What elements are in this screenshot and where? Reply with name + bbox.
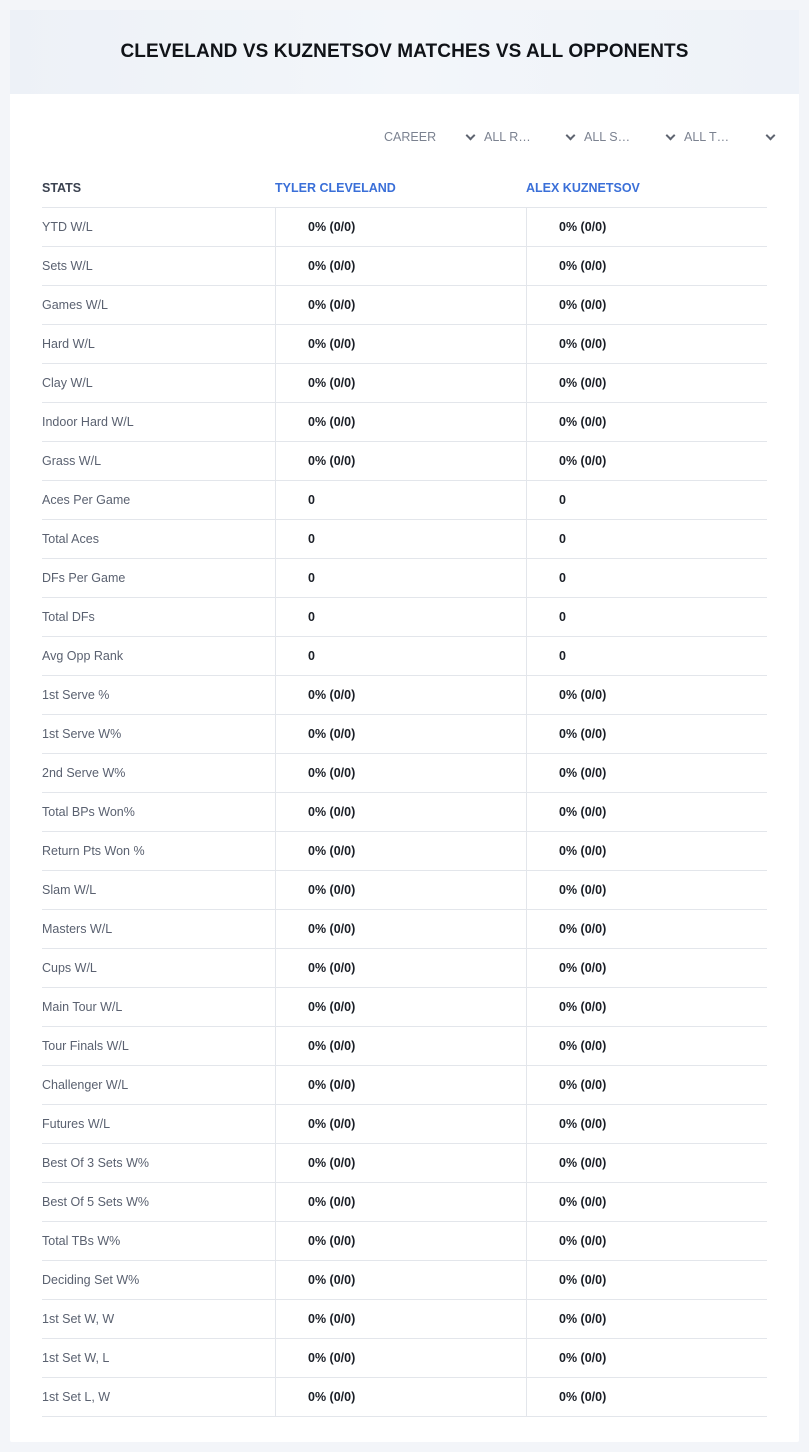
filter-tournament-label: ALL T… [684,130,730,144]
table-row [42,1066,767,1105]
stat-label: 1st Set L, W [42,1390,111,1404]
stat-value-cleveland: 0% (0/0) [275,286,526,324]
table-row [42,1105,767,1144]
table-row [42,208,767,247]
table-row [42,832,767,871]
table-row [42,949,767,988]
chevron-down-icon [566,130,576,140]
stat-value-cleveland: 0% (0/0) [275,1300,526,1338]
stat-label: Avg Opp Rank [42,649,124,663]
stat-value-cleveland: 0% (0/0) [275,208,526,246]
table-row [42,1144,767,1183]
table-row [42,559,767,598]
table-body [42,208,767,1417]
table-row [42,520,767,559]
stat-value-cleveland: 0% (0/0) [275,754,526,792]
table-row [42,637,767,676]
stat-value-kuznetsov: 0 [526,481,767,519]
table-row [42,1222,767,1261]
table-row [42,247,767,286]
filter-round-label: ALL R… [484,130,531,144]
stat-value-kuznetsov: 0% (0/0) [526,1144,767,1182]
stat-label: Hard W/L [42,337,95,351]
filter-period-select[interactable] [384,127,484,147]
table-row [42,1027,767,1066]
stat-label: 1st Serve % [42,688,110,702]
card-header [10,10,799,94]
stat-label: Total BPs Won% [42,805,135,819]
stat-value-cleveland: 0% (0/0) [275,325,526,363]
stat-label: Sets W/L [42,259,93,273]
stat-label: Grass W/L [42,454,102,468]
stat-label: Clay W/L [42,376,93,390]
stat-value-cleveland: 0% (0/0) [275,832,526,870]
stat-value-cleveland: 0% (0/0) [275,1261,526,1299]
stat-label: Aces Per Game [42,493,131,507]
stat-value-kuznetsov: 0% (0/0) [526,988,767,1026]
filter-period-label: CAREER [384,130,437,144]
stat-label: Best Of 3 Sets W% [42,1156,149,1170]
stat-value-kuznetsov: 0 [526,520,767,558]
table-row [42,988,767,1027]
table-row [42,364,767,403]
stat-value-kuznetsov: 0% (0/0) [526,754,767,792]
player-link-cleveland[interactable]: TYLER CLEVELAND [275,180,396,195]
stat-label: Futures W/L [42,1117,111,1131]
table-row [42,754,767,793]
stats-table [42,168,767,1417]
stat-value-kuznetsov: 0% (0/0) [526,1027,767,1065]
chevron-down-icon [666,130,676,140]
stat-label: Indoor Hard W/L [42,415,134,429]
stat-label: Tour Finals W/L [42,1039,129,1053]
stat-label: Games W/L [42,298,108,312]
table-row [42,715,767,754]
stat-value-cleveland: 0% (0/0) [275,793,526,831]
stat-value-kuznetsov: 0% (0/0) [526,208,767,246]
stat-value-kuznetsov: 0% (0/0) [526,871,767,909]
stat-label: Challenger W/L [42,1078,129,1092]
filter-tournament-select[interactable] [684,127,784,147]
stat-value-cleveland: 0% (0/0) [275,1105,526,1143]
stat-label: Masters W/L [42,922,113,936]
table-row [42,676,767,715]
stat-label: Main Tour W/L [42,1000,123,1014]
stat-value-cleveland: 0 [275,598,526,636]
stat-value-kuznetsov: 0% (0/0) [526,442,767,480]
stat-value-kuznetsov: 0% (0/0) [526,1105,767,1143]
stat-value-cleveland: 0% (0/0) [275,676,526,714]
table-row [42,1261,767,1300]
table-row [42,910,767,949]
table-header [42,168,767,208]
stat-value-cleveland: 0% (0/0) [275,988,526,1026]
stat-value-kuznetsov: 0% (0/0) [526,949,767,987]
table-row [42,1378,767,1417]
stat-value-cleveland: 0% (0/0) [275,871,526,909]
stat-value-cleveland: 0% (0/0) [275,715,526,753]
stat-label: Return Pts Won % [42,844,145,858]
table-row [42,793,767,832]
player-link-kuznetsov[interactable]: ALEX KUZNETSOV [526,180,640,195]
stat-label: 1st Set W, L [42,1351,110,1365]
stat-label: 2nd Serve W% [42,766,126,780]
stat-value-kuznetsov: 0% (0/0) [526,325,767,363]
table-row [42,598,767,637]
stat-value-kuznetsov: 0 [526,559,767,597]
stat-value-cleveland: 0% (0/0) [275,1339,526,1377]
stat-value-cleveland: 0% (0/0) [275,1222,526,1260]
stat-value-cleveland: 0 [275,481,526,519]
stat-value-kuznetsov: 0% (0/0) [526,910,767,948]
stat-value-kuznetsov: 0% (0/0) [526,1261,767,1299]
stats-card [10,10,799,1442]
page-title: CLEVELAND VS KUZNETSOV MATCHES VS ALL OPPONENTS [120,41,689,62]
stat-value-kuznetsov: 0 [526,598,767,636]
stat-value-kuznetsov: 0% (0/0) [526,247,767,285]
stat-value-kuznetsov: 0% (0/0) [526,676,767,714]
filter-surface-label: ALL S… [584,130,631,144]
stat-value-cleveland: 0 [275,520,526,558]
stat-value-kuznetsov: 0% (0/0) [526,1183,767,1221]
stat-value-cleveland: 0% (0/0) [275,403,526,441]
stat-label: Cups W/L [42,961,97,975]
stat-value-cleveland: 0% (0/0) [275,1144,526,1182]
stat-value-cleveland: 0 [275,637,526,675]
stat-label: Total Aces [42,532,99,546]
stat-value-kuznetsov: 0% (0/0) [526,1378,767,1416]
stat-value-kuznetsov: 0% (0/0) [526,1222,767,1260]
stat-value-cleveland: 0% (0/0) [275,364,526,402]
stat-value-kuznetsov: 0% (0/0) [526,1300,767,1338]
table-row [42,1339,767,1378]
table-row [42,871,767,910]
column-header-stats: STATS [42,180,82,195]
table-row [42,286,767,325]
stat-value-cleveland: 0% (0/0) [275,910,526,948]
table-row [42,1183,767,1222]
stat-value-cleveland: 0% (0/0) [275,1183,526,1221]
chevron-down-icon [766,130,776,140]
stat-label: YTD W/L [42,220,93,234]
stat-value-kuznetsov: 0% (0/0) [526,286,767,324]
stat-value-cleveland: 0% (0/0) [275,247,526,285]
stat-value-cleveland: 0 [275,559,526,597]
stat-label: DFs Per Game [42,571,126,585]
stat-label: Best Of 5 Sets W% [42,1195,149,1209]
filter-bar [384,127,784,147]
stat-value-cleveland: 0% (0/0) [275,1027,526,1065]
filter-surface-select[interactable] [584,127,684,147]
table-row [42,481,767,520]
stat-label: Slam W/L [42,883,97,897]
stat-label: Deciding Set W% [42,1273,140,1287]
filter-round-select[interactable] [484,127,584,147]
chevron-down-icon [466,130,476,140]
stat-value-kuznetsov: 0% (0/0) [526,1339,767,1377]
stat-value-cleveland: 0% (0/0) [275,949,526,987]
table-row [42,403,767,442]
stat-value-kuznetsov: 0% (0/0) [526,403,767,441]
table-row [42,1300,767,1339]
stat-value-kuznetsov: 0% (0/0) [526,1066,767,1104]
stat-label: 1st Serve W% [42,727,122,741]
stat-value-kuznetsov: 0% (0/0) [526,832,767,870]
stat-label: 1st Set W, W [42,1312,115,1326]
table-row [42,325,767,364]
stat-value-cleveland: 0% (0/0) [275,1066,526,1104]
stat-label: Total TBs W% [42,1234,121,1248]
table-row [42,442,767,481]
stat-label: Total DFs [42,610,95,624]
stat-value-cleveland: 0% (0/0) [275,442,526,480]
stat-value-kuznetsov: 0% (0/0) [526,715,767,753]
stat-value-kuznetsov: 0 [526,637,767,675]
stat-value-cleveland: 0% (0/0) [275,1378,526,1416]
stat-value-kuznetsov: 0% (0/0) [526,364,767,402]
stat-value-kuznetsov: 0% (0/0) [526,793,767,831]
